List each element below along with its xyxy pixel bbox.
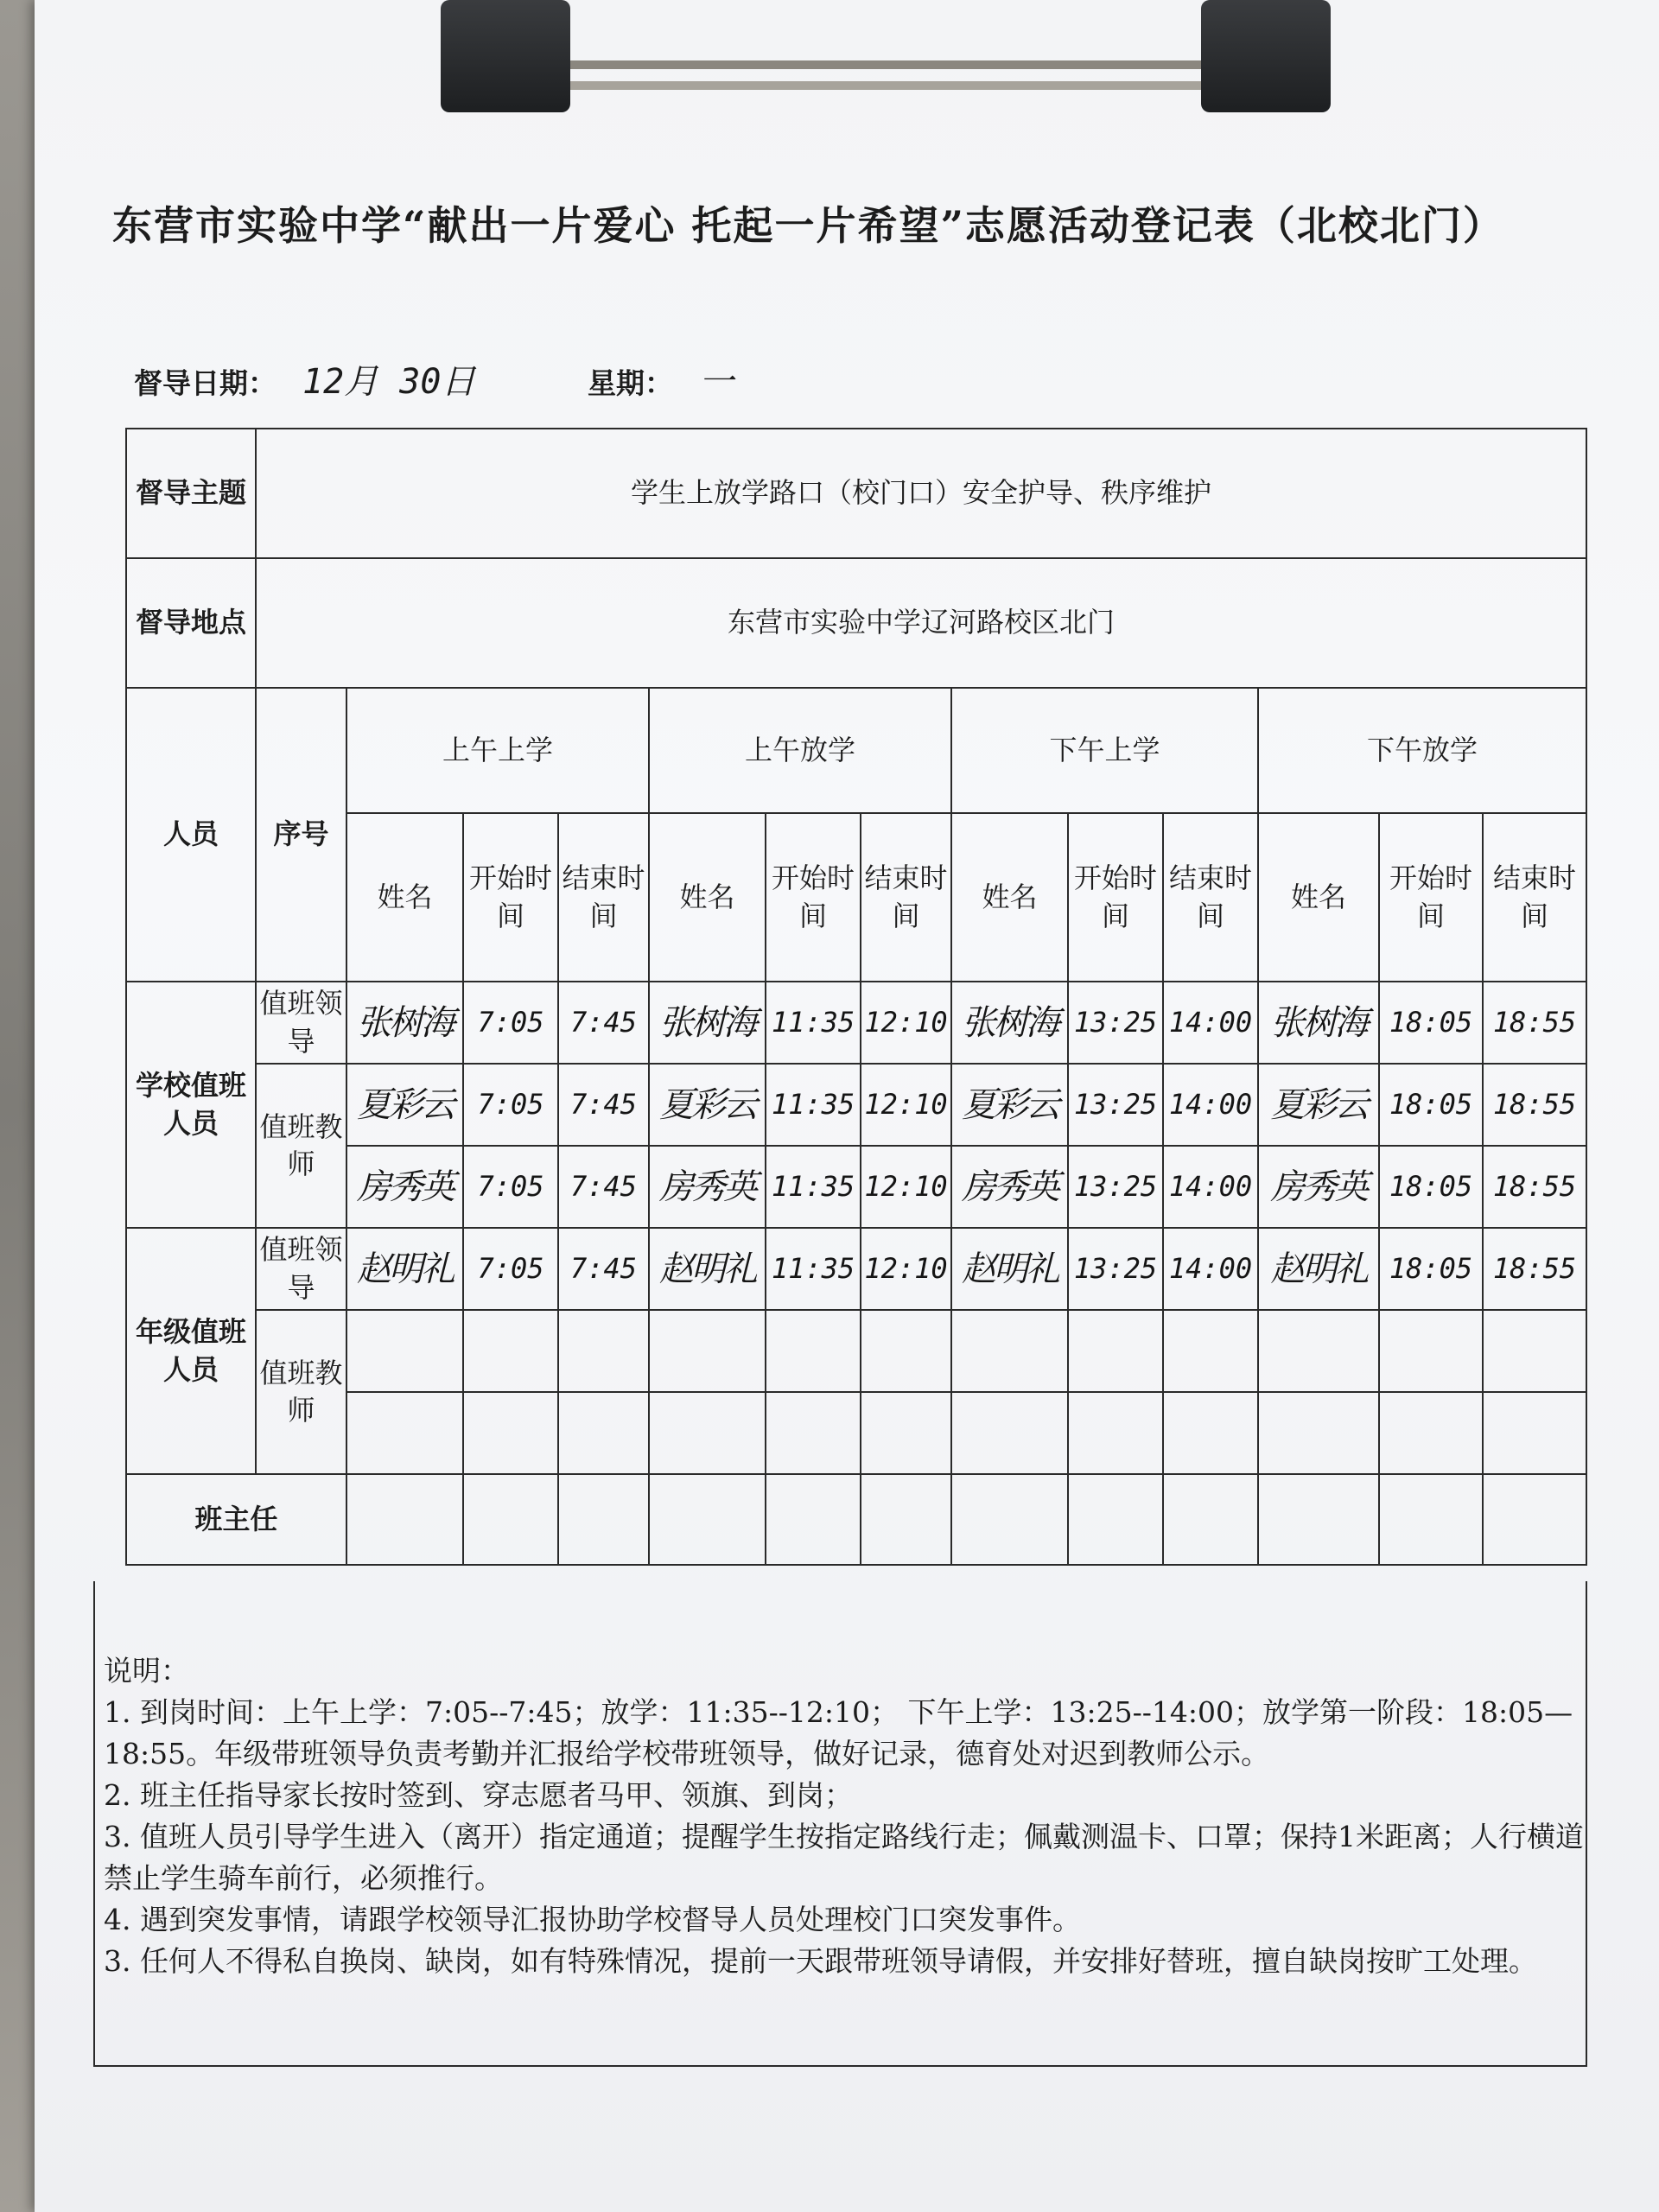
handwritten-start-time-cell: 11:35 [766,1228,861,1310]
notes-heading: 说明： [104,1654,189,1688]
end-header: 结束时间 [1163,813,1258,982]
topic-row [126,429,1586,558]
note-item: 4. 遇到突发事情，请跟学校领导汇报协助学校督导人员处理校门口突发事件。 [104,1903,1081,1936]
handwritten-name-cell [649,1310,766,1392]
handwritten-start-time-cell: 13:25 [1068,1064,1163,1146]
handwritten-name-cell [346,1474,463,1565]
handwritten-end-time-cell: 18:55 [1483,1228,1586,1310]
period-header: 上午放学 [649,688,951,813]
handwritten-end-time-cell: 18:55 [1483,982,1586,1064]
handwritten-end-time-cell: 12:10 [861,1146,951,1228]
handwritten-name-cell: 夏彩云 [1258,1064,1379,1146]
name-header: 姓名 [346,813,463,982]
handwritten-name-cell [346,1310,463,1392]
handwritten-start-time-cell: 13:25 [1068,1146,1163,1228]
handwritten-start-time-cell [766,1310,861,1392]
handwritten-start-time-cell: 11:35 [766,1146,861,1228]
role-label: 值班教师 [256,1310,346,1474]
head-teacher-label: 班主任 [126,1474,346,1565]
name-header: 姓名 [1258,813,1379,982]
handwritten-name-cell: 张树海 [346,982,463,1064]
handwritten-name-cell [1258,1310,1379,1392]
handwritten-name-cell [1258,1392,1379,1474]
handwritten-name-cell: 夏彩云 [649,1064,766,1146]
handwritten-end-time-cell: 14:00 [1163,982,1258,1064]
handwritten-start-time-cell [1068,1474,1163,1565]
handwritten-start-time-cell: 18:05 [1379,982,1483,1064]
handwritten-start-time-cell [1068,1392,1163,1474]
handwritten-start-time-cell [766,1474,861,1565]
handwritten-name-cell: 夏彩云 [951,1064,1068,1146]
role-label: 值班领导 [256,982,346,1064]
topic-value: 学生上放学路口（校门口）安全护导、秩序维护 [256,429,1586,558]
handwritten-end-time-cell [1483,1310,1586,1392]
handwritten-end-time-cell [861,1392,951,1474]
handwritten-start-time-cell [463,1474,558,1565]
clipboard-wire [518,60,1227,90]
handwritten-name-cell: 房秀英 [649,1146,766,1228]
handwritten-name-cell: 房秀英 [1258,1146,1379,1228]
handwritten-start-time-cell: 7:05 [463,1146,558,1228]
handwritten-name-cell: 赵明礼 [346,1228,463,1310]
handwritten-start-time-cell: 18:05 [1379,1228,1483,1310]
handwritten-name-cell: 赵明礼 [649,1228,766,1310]
seq-header: 序号 [256,688,346,982]
handwritten-name-cell: 房秀英 [951,1146,1068,1228]
grade-group-label: 年级值班人员 [126,1228,256,1474]
location-label: 督导地点 [126,558,256,688]
handwritten-start-time-cell: 13:25 [1068,1228,1163,1310]
handwritten-end-time-cell [1483,1474,1586,1565]
role-label: 值班领导 [256,1228,346,1310]
clipboard-clip-left [441,0,570,112]
table-row [126,1310,1586,1392]
handwritten-start-time-cell [1379,1310,1483,1392]
school-group-label: 学校值班人员 [126,982,256,1228]
handwritten-name-cell [649,1474,766,1565]
handwritten-name-cell [951,1474,1068,1565]
handwritten-end-time-cell: 12:10 [861,1228,951,1310]
form-title: 东营市实验中学“献出一片爱心 托起一片希望”志愿活动登记表（北校北门） [112,202,1504,249]
handwritten-start-time-cell: 18:05 [1379,1064,1483,1146]
handwritten-start-time-cell: 11:35 [766,1064,861,1146]
table-row [126,1228,1586,1310]
period-header: 上午上学 [346,688,649,813]
weekday-field [588,354,734,404]
clipboard-clip-right [1201,0,1331,112]
handwritten-start-time-cell [766,1392,861,1474]
handwritten-start-time-cell [1379,1392,1483,1474]
handwritten-end-time-cell [861,1310,951,1392]
handwritten-end-time-cell: 7:45 [558,1228,649,1310]
handwritten-start-time-cell: 7:05 [463,982,558,1064]
handwritten-name-cell: 张树海 [951,982,1068,1064]
handwritten-name-cell: 张树海 [1258,982,1379,1064]
handwritten-start-time-cell [1068,1310,1163,1392]
handwritten-end-time-cell: 14:00 [1163,1064,1258,1146]
location-value: 东营市实验中学辽河路校区北门 [256,558,1586,688]
handwritten-end-time-cell [1163,1310,1258,1392]
handwritten-name-cell: 夏彩云 [346,1064,463,1146]
name-header: 姓名 [951,813,1068,982]
handwritten-end-time-cell [1163,1474,1258,1565]
period-header: 下午上学 [951,688,1258,813]
handwritten-start-time-cell: 13:25 [1068,982,1163,1064]
handwritten-end-time-cell: 18:55 [1483,1064,1586,1146]
handwritten-start-time-cell: 7:05 [463,1228,558,1310]
handwritten-name-cell [346,1392,463,1474]
handwritten-name-cell [649,1392,766,1474]
handwritten-end-time-cell: 7:45 [558,982,649,1064]
period-header-row [126,688,1586,813]
table-row [126,1064,1586,1146]
handwritten-end-time-cell [558,1474,649,1565]
handwritten-end-time-cell: 14:00 [1163,1146,1258,1228]
handwritten-name-cell: 张树海 [649,982,766,1064]
handwritten-start-time-cell: 7:05 [463,1064,558,1146]
handwritten-end-time-cell [1483,1392,1586,1474]
handwritten-end-time-cell: 7:45 [558,1146,649,1228]
handwritten-start-time-cell [463,1392,558,1474]
handwritten-end-time-cell [558,1392,649,1474]
handwritten-end-time-cell: 12:10 [861,1064,951,1146]
date-label: 督导日期： [134,366,276,400]
handwritten-end-time-cell: 12:10 [861,982,951,1064]
personnel-header: 人员 [126,688,256,982]
end-header: 结束时间 [558,813,649,982]
handwritten-name-cell: 赵明礼 [951,1228,1068,1310]
weekday-value: 一 [699,362,734,402]
start-header: 开始时间 [1068,813,1163,982]
note-item: 3. 值班人员引导学生进入（离开）指定通道；提醒学生按指定路线行走；佩戴测温卡、口罩；保持1米距离；人行横道禁止学生骑车前行，必须推行。 [104,1820,1584,1895]
handwritten-start-time-cell [463,1310,558,1392]
date-field [134,354,475,404]
handwritten-start-time-cell: 11:35 [766,982,861,1064]
registration-table [125,428,1587,1566]
handwritten-name-cell: 赵明礼 [1258,1228,1379,1310]
handwritten-start-time-cell: 18:05 [1379,1146,1483,1228]
start-header: 开始时间 [766,813,861,982]
start-header: 开始时间 [463,813,558,982]
note-item: 1. 到岗时间：上午上学：7:05--7:45；放学：11:35--12:10； 下午上学：13:25--14:00；放学第一阶段：18:05—18:55。年级带班领导负责考勤并汇报给学校带班领导，做好记录，德育处对迟到教师公示。 [104,1695,1573,1770]
date-value: 12月 30日 [302,362,476,402]
handwritten-end-time-cell [1163,1392,1258,1474]
notes-section [104,1650,1590,1982]
table-row [126,1474,1586,1565]
weekday-label: 星期： [588,366,673,400]
topic-label: 督导主题 [126,429,256,558]
name-header: 姓名 [649,813,766,982]
period-header: 下午放学 [1258,688,1586,813]
handwritten-end-time-cell: 18:55 [1483,1146,1586,1228]
handwritten-name-cell [951,1310,1068,1392]
note-item: 2. 班主任指导家长按时签到、穿志愿者马甲、领旗、到岗； [104,1778,853,1812]
location-row [126,558,1586,688]
start-header: 开始时间 [1379,813,1483,982]
note-item: 3. 任何人不得私自换岗、缺岗，如有特殊情况，提前一天跟带班领导请假，并安排好替班，擅自缺岗按旷工处理。 [104,1944,1537,1978]
handwritten-end-time-cell [861,1474,951,1565]
handwritten-end-time-cell [558,1310,649,1392]
end-header: 结束时间 [861,813,951,982]
handwritten-end-time-cell: 7:45 [558,1064,649,1146]
handwritten-start-time-cell [1379,1474,1483,1565]
role-label: 值班教师 [256,1064,346,1228]
handwritten-name-cell: 房秀英 [346,1146,463,1228]
table-row [126,982,1586,1064]
handwritten-name-cell [951,1392,1068,1474]
end-header: 结束时间 [1483,813,1586,982]
handwritten-end-time-cell: 14:00 [1163,1228,1258,1310]
handwritten-name-cell [1258,1474,1379,1565]
